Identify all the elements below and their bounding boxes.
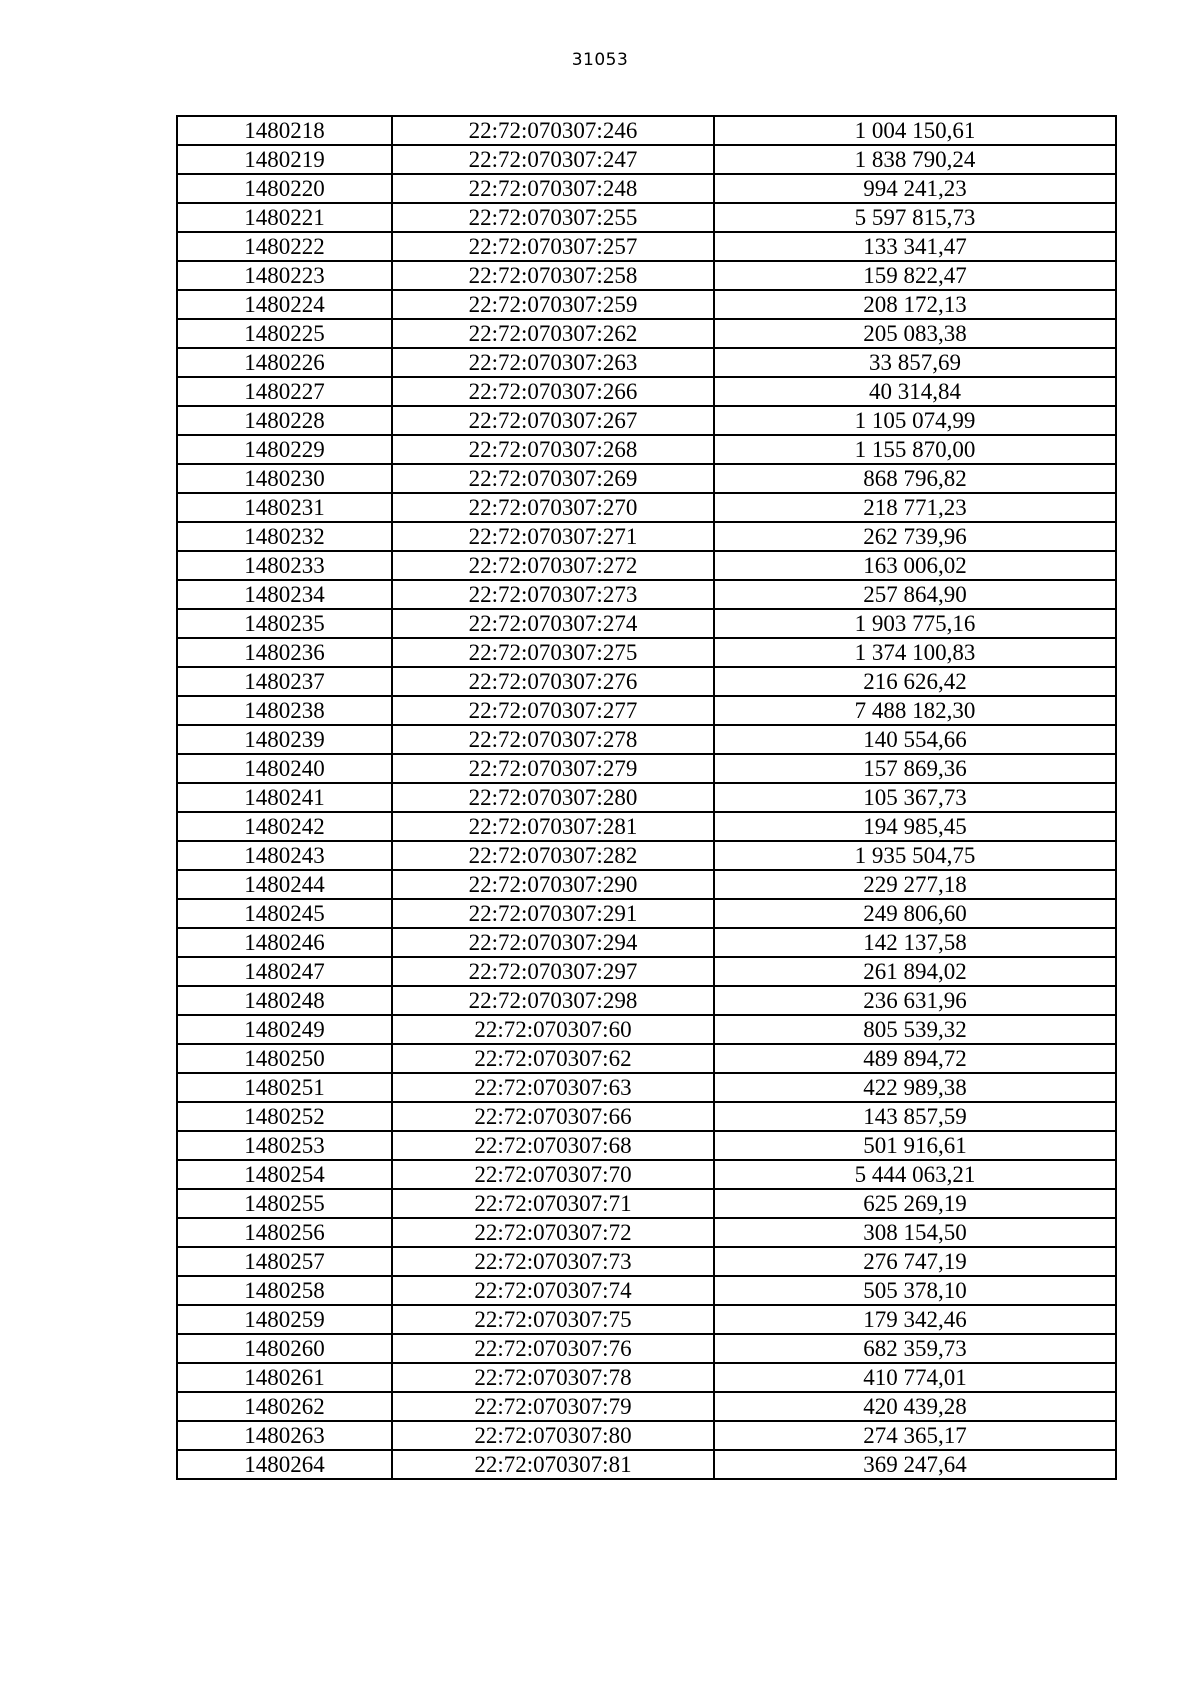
record-number-cell: 1480263 [177, 1421, 392, 1450]
table-row [177, 1015, 1116, 1044]
record-number-cell: 1480229 [177, 435, 392, 464]
table-row [177, 406, 1116, 435]
record-number-cell: 1480248 [177, 986, 392, 1015]
cadastral-number-cell: 22:72:070307:71 [392, 1189, 714, 1218]
table-row [177, 870, 1116, 899]
record-number-cell: 1480221 [177, 203, 392, 232]
cadastral-number-cell: 22:72:070307:277 [392, 696, 714, 725]
cadastral-value-cell: 229 277,18 [714, 870, 1116, 899]
cadastral-value-cell: 249 806,60 [714, 899, 1116, 928]
record-number-cell: 1480222 [177, 232, 392, 261]
table-row [177, 667, 1116, 696]
table-row [177, 319, 1116, 348]
cadastral-value-cell: 205 083,38 [714, 319, 1116, 348]
cadastral-number-cell: 22:72:070307:81 [392, 1450, 714, 1479]
cadastral-number-cell: 22:72:070307:60 [392, 1015, 714, 1044]
table-row [177, 1160, 1116, 1189]
table-row [177, 348, 1116, 377]
table-row [177, 986, 1116, 1015]
table-row [177, 174, 1116, 203]
record-number-cell: 1480264 [177, 1450, 392, 1479]
table-row [177, 783, 1116, 812]
cadastral-value-cell: 1 374 100,83 [714, 638, 1116, 667]
cadastral-value-cell: 308 154,50 [714, 1218, 1116, 1247]
cadastral-number-cell: 22:72:070307:73 [392, 1247, 714, 1276]
record-number-cell: 1480251 [177, 1073, 392, 1102]
cadastral-number-cell: 22:72:070307:70 [392, 1160, 714, 1189]
cadastral-value-cell: 420 439,28 [714, 1392, 1116, 1421]
record-number-cell: 1480236 [177, 638, 392, 667]
cadastral-value-cell: 262 739,96 [714, 522, 1116, 551]
cadastral-number-cell: 22:72:070307:80 [392, 1421, 714, 1450]
cadastral-number-cell: 22:72:070307:75 [392, 1305, 714, 1334]
record-number-cell: 1480258 [177, 1276, 392, 1305]
table-row [177, 1305, 1116, 1334]
record-number-cell: 1480224 [177, 290, 392, 319]
cadastral-number-cell: 22:72:070307:271 [392, 522, 714, 551]
table-row [177, 1363, 1116, 1392]
cadastral-number-cell: 22:72:070307:263 [392, 348, 714, 377]
record-number-cell: 1480257 [177, 1247, 392, 1276]
record-number-cell: 1480232 [177, 522, 392, 551]
cadastral-value-cell: 682 359,73 [714, 1334, 1116, 1363]
cadastral-value-cell: 194 985,45 [714, 812, 1116, 841]
record-number-cell: 1480218 [177, 116, 392, 145]
cadastral-value-cell: 422 989,38 [714, 1073, 1116, 1102]
table-row [177, 1247, 1116, 1276]
cadastral-number-cell: 22:72:070307:74 [392, 1276, 714, 1305]
cadastral-number-cell: 22:72:070307:297 [392, 957, 714, 986]
cadastral-number-cell: 22:72:070307:258 [392, 261, 714, 290]
table-row [177, 725, 1116, 754]
cadastral-number-cell: 22:72:070307:262 [392, 319, 714, 348]
cadastral-value-cell: 1 155 870,00 [714, 435, 1116, 464]
record-number-cell: 1480234 [177, 580, 392, 609]
cadastral-value-cell: 1 838 790,24 [714, 145, 1116, 174]
table-row [177, 522, 1116, 551]
record-number-cell: 1480233 [177, 551, 392, 580]
table-row [177, 696, 1116, 725]
record-number-cell: 1480219 [177, 145, 392, 174]
record-number-cell: 1480255 [177, 1189, 392, 1218]
table-row [177, 261, 1116, 290]
cadastral-value-cell: 1 105 074,99 [714, 406, 1116, 435]
cadastral-number-cell: 22:72:070307:269 [392, 464, 714, 493]
cadastral-value-cell: 1 004 150,61 [714, 116, 1116, 145]
table-row [177, 1131, 1116, 1160]
cadastral-value-cell: 1 935 504,75 [714, 841, 1116, 870]
record-number-cell: 1480260 [177, 1334, 392, 1363]
table-row [177, 1392, 1116, 1421]
record-number-cell: 1480235 [177, 609, 392, 638]
record-number-cell: 1480242 [177, 812, 392, 841]
table-row [177, 1044, 1116, 1073]
table-row [177, 1102, 1116, 1131]
cadastral-value-cell: 33 857,69 [714, 348, 1116, 377]
cadastral-number-cell: 22:72:070307:276 [392, 667, 714, 696]
cadastral-number-cell: 22:72:070307:78 [392, 1363, 714, 1392]
cadastral-value-cell: 236 631,96 [714, 986, 1116, 1015]
cadastral-value-cell: 505 378,10 [714, 1276, 1116, 1305]
cadastral-number-cell: 22:72:070307:68 [392, 1131, 714, 1160]
table-row [177, 609, 1116, 638]
cadastral-value-table [176, 115, 1117, 1480]
cadastral-number-cell: 22:72:070307:63 [392, 1073, 714, 1102]
record-number-cell: 1480249 [177, 1015, 392, 1044]
cadastral-value-cell: 868 796,82 [714, 464, 1116, 493]
record-number-cell: 1480227 [177, 377, 392, 406]
cadastral-number-cell: 22:72:070307:248 [392, 174, 714, 203]
cadastral-value-cell: 179 342,46 [714, 1305, 1116, 1334]
cadastral-value-cell: 208 172,13 [714, 290, 1116, 319]
cadastral-value-cell: 489 894,72 [714, 1044, 1116, 1073]
cadastral-value-cell: 105 367,73 [714, 783, 1116, 812]
cadastral-value-cell: 40 314,84 [714, 377, 1116, 406]
record-number-cell: 1480240 [177, 754, 392, 783]
cadastral-value-cell: 274 365,17 [714, 1421, 1116, 1450]
cadastral-number-cell: 22:72:070307:76 [392, 1334, 714, 1363]
table-row [177, 551, 1116, 580]
cadastral-number-cell: 22:72:070307:282 [392, 841, 714, 870]
cadastral-value-cell: 5 444 063,21 [714, 1160, 1116, 1189]
cadastral-value-cell: 218 771,23 [714, 493, 1116, 522]
table-row [177, 1189, 1116, 1218]
cadastral-number-cell: 22:72:070307:274 [392, 609, 714, 638]
table-row [177, 493, 1116, 522]
cadastral-value-cell: 5 597 815,73 [714, 203, 1116, 232]
cadastral-number-cell: 22:72:070307:62 [392, 1044, 714, 1073]
cadastral-number-cell: 22:72:070307:273 [392, 580, 714, 609]
cadastral-number-cell: 22:72:070307:272 [392, 551, 714, 580]
record-number-cell: 1480225 [177, 319, 392, 348]
cadastral-value-cell: 157 869,36 [714, 754, 1116, 783]
table-row [177, 841, 1116, 870]
table-row [177, 1276, 1116, 1305]
record-number-cell: 1480220 [177, 174, 392, 203]
cadastral-number-cell: 22:72:070307:298 [392, 986, 714, 1015]
table-row [177, 580, 1116, 609]
record-number-cell: 1480230 [177, 464, 392, 493]
table-row [177, 290, 1116, 319]
cadastral-value-cell: 133 341,47 [714, 232, 1116, 261]
record-number-cell: 1480245 [177, 899, 392, 928]
cadastral-value-cell: 410 774,01 [714, 1363, 1116, 1392]
table-row [177, 1450, 1116, 1479]
record-number-cell: 1480256 [177, 1218, 392, 1247]
table-row [177, 1073, 1116, 1102]
table-row [177, 928, 1116, 957]
record-number-cell: 1480223 [177, 261, 392, 290]
cadastral-value-cell: 143 857,59 [714, 1102, 1116, 1131]
record-number-cell: 1480244 [177, 870, 392, 899]
cadastral-number-cell: 22:72:070307:291 [392, 899, 714, 928]
record-number-cell: 1480237 [177, 667, 392, 696]
record-number-cell: 1480239 [177, 725, 392, 754]
table-row [177, 435, 1116, 464]
cadastral-number-cell: 22:72:070307:259 [392, 290, 714, 319]
cadastral-number-cell: 22:72:070307:278 [392, 725, 714, 754]
cadastral-number-cell: 22:72:070307:255 [392, 203, 714, 232]
cadastral-number-cell: 22:72:070307:247 [392, 145, 714, 174]
cadastral-number-cell: 22:72:070307:270 [392, 493, 714, 522]
page-number: 31053 [571, 50, 629, 70]
cadastral-value-cell: 994 241,23 [714, 174, 1116, 203]
cadastral-number-cell: 22:72:070307:281 [392, 812, 714, 841]
cadastral-number-cell: 22:72:070307:66 [392, 1102, 714, 1131]
cadastral-number-cell: 22:72:070307:280 [392, 783, 714, 812]
cadastral-value-cell: 257 864,90 [714, 580, 1116, 609]
table-row [177, 464, 1116, 493]
table-row [177, 1421, 1116, 1450]
record-number-cell: 1480228 [177, 406, 392, 435]
cadastral-value-cell: 1 903 775,16 [714, 609, 1116, 638]
record-number-cell: 1480254 [177, 1160, 392, 1189]
cadastral-value-cell: 369 247,64 [714, 1450, 1116, 1479]
cadastral-number-cell: 22:72:070307:266 [392, 377, 714, 406]
record-number-cell: 1480246 [177, 928, 392, 957]
record-number-cell: 1480252 [177, 1102, 392, 1131]
cadastral-value-cell: 216 626,42 [714, 667, 1116, 696]
record-number-cell: 1480261 [177, 1363, 392, 1392]
record-number-cell: 1480241 [177, 783, 392, 812]
cadastral-number-cell: 22:72:070307:290 [392, 870, 714, 899]
record-number-cell: 1480250 [177, 1044, 392, 1073]
record-number-cell: 1480226 [177, 348, 392, 377]
cadastral-value-cell: 140 554,66 [714, 725, 1116, 754]
cadastral-number-cell: 22:72:070307:279 [392, 754, 714, 783]
cadastral-number-cell: 22:72:070307:72 [392, 1218, 714, 1247]
cadastral-value-cell: 501 916,61 [714, 1131, 1116, 1160]
cadastral-number-cell: 22:72:070307:246 [392, 116, 714, 145]
cadastral-number-cell: 22:72:070307:294 [392, 928, 714, 957]
cadastral-value-cell: 7 488 182,30 [714, 696, 1116, 725]
cadastral-number-cell: 22:72:070307:268 [392, 435, 714, 464]
cadastral-value-cell: 805 539,32 [714, 1015, 1116, 1044]
cadastral-value-cell: 142 137,58 [714, 928, 1116, 957]
table-body [177, 116, 1116, 1479]
record-number-cell: 1480231 [177, 493, 392, 522]
cadastral-number-cell: 22:72:070307:79 [392, 1392, 714, 1421]
table-row [177, 1334, 1116, 1363]
cadastral-number-cell: 22:72:070307:267 [392, 406, 714, 435]
table-row [177, 812, 1116, 841]
table-row [177, 957, 1116, 986]
cadastral-number-cell: 22:72:070307:257 [392, 232, 714, 261]
cadastral-value-cell: 276 747,19 [714, 1247, 1116, 1276]
cadastral-value-cell: 261 894,02 [714, 957, 1116, 986]
table-row [177, 638, 1116, 667]
table-row [177, 145, 1116, 174]
cadastral-value-cell: 159 822,47 [714, 261, 1116, 290]
table-row [177, 899, 1116, 928]
record-number-cell: 1480262 [177, 1392, 392, 1421]
table-row [177, 203, 1116, 232]
cadastral-value-cell: 625 269,19 [714, 1189, 1116, 1218]
cadastral-number-cell: 22:72:070307:275 [392, 638, 714, 667]
table-row [177, 1218, 1116, 1247]
table-row [177, 377, 1116, 406]
table-row [177, 232, 1116, 261]
record-number-cell: 1480259 [177, 1305, 392, 1334]
cadastral-value-cell: 163 006,02 [714, 551, 1116, 580]
table-row [177, 116, 1116, 145]
record-number-cell: 1480238 [177, 696, 392, 725]
table-row [177, 754, 1116, 783]
record-number-cell: 1480253 [177, 1131, 392, 1160]
record-number-cell: 1480247 [177, 957, 392, 986]
record-number-cell: 1480243 [177, 841, 392, 870]
